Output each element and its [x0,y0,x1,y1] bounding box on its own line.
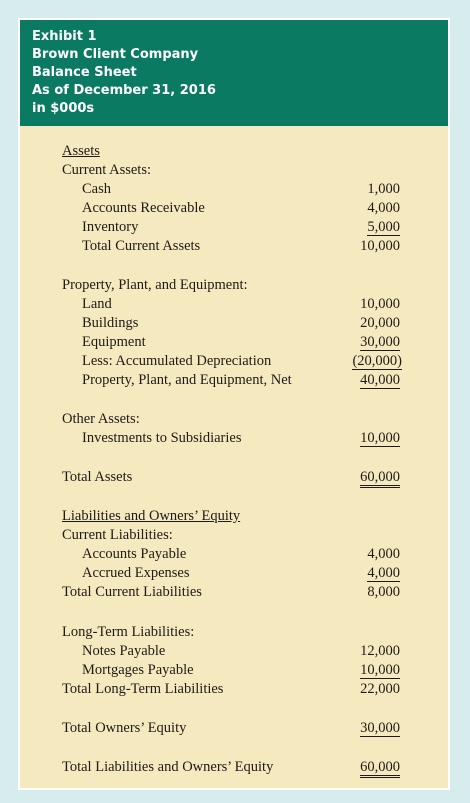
total-assets-row [20,468,448,487]
exhibit-panel [18,18,450,790]
total-current-liabilities-label: Total Current Liabilities [62,584,202,600]
equipment-value: 30,000 [360,334,400,350]
assets-heading-row [20,142,448,161]
owners-equity-value: 30,000 [360,720,400,736]
accounts-payable-value: 4,000 [367,546,400,562]
inventory-row [20,218,448,237]
exhibit-number: Exhibit 1 [32,29,97,44]
buildings-row [20,314,448,333]
current-assets-heading-row [20,161,448,180]
equipment-row [20,333,448,352]
land-value: 10,000 [360,296,400,312]
ppe-net-value: 40,000 [360,372,400,388]
ppe-net-label: Property, Plant, and Equipment, Net [82,372,292,388]
total-longterm-liabilities-label: Total Long-Term Liabilities [62,681,224,697]
other-assets-heading: Other Assets: [62,411,140,427]
liabilities-heading: Liabilities and Owners’ Equity [62,508,241,524]
owners-equity-row [20,719,448,738]
accounts-receivable-value: 4,000 [367,200,400,216]
total-current-assets-row [20,237,448,256]
accounts-receivable-label: Accounts Receivable [82,200,205,216]
investments-label: Investments to Subsidiaries [82,430,242,446]
accounts-payable-row [20,545,448,564]
buildings-value: 20,000 [360,315,400,331]
total-liabilities-equity-row [20,758,448,777]
investments-row [20,429,448,448]
assets-heading: Assets [62,143,100,159]
depreciation-row [20,352,448,371]
investments-value: 10,000 [360,430,400,446]
notes-payable-row [20,642,448,661]
total-current-assets-label: Total Current Assets [82,238,201,254]
company-name: Brown Client Company [32,47,199,62]
owners-equity-label: Total Owners’ Equity [62,720,187,736]
statement-title: Balance Sheet [32,65,137,80]
inventory-value: 5,000 [367,219,400,235]
ppe-heading-row [20,276,448,295]
ppe-heading: Property, Plant, and Equipment: [62,277,248,293]
notes-payable-value: 12,000 [360,643,400,659]
cash-row [20,180,448,199]
cash-value: 1,000 [367,181,400,197]
buildings-label: Buildings [82,315,139,331]
total-current-liabilities-value: 8,000 [367,584,400,600]
total-assets-value: 60,000 [360,469,400,488]
other-assets-heading-row [20,410,448,429]
current-liabilities-heading: Current Liabilities: [62,527,173,543]
land-row [20,295,448,314]
current-liabilities-heading-row [20,526,448,545]
statement-units: in $000s [32,101,95,116]
total-liabilities-equity-value: 60,000 [360,759,400,778]
depreciation-label: Less: Accumulated Depreciation [82,353,272,369]
accrued-expenses-value: 4,000 [367,565,400,581]
accounts-receivable-row [20,199,448,218]
total-current-liabilities-row [20,583,448,602]
mortgages-payable-row [20,661,448,680]
longterm-liabilities-heading: Long-Term Liabilities: [62,624,195,640]
depreciation-value: (20,000) [352,353,402,369]
ppe-net-row [20,371,448,390]
total-assets-label: Total Assets [62,469,133,485]
longterm-heading-row [20,623,448,642]
accrued-expenses-label: Accrued Expenses [82,565,190,581]
exhibit-header [20,20,448,126]
current-assets-heading: Current Assets: [62,162,152,178]
accrued-expenses-row [20,564,448,583]
total-current-assets-value: 10,000 [360,238,400,254]
cash-label: Cash [82,181,111,197]
liabilities-heading-row [20,507,448,526]
equipment-label: Equipment [82,334,146,350]
statement-date: As of December 31, 2016 [32,83,216,98]
total-longterm-row [20,680,448,699]
mortgages-payable-label: Mortgages Payable [82,662,194,678]
total-longterm-liabilities-value: 22,000 [360,681,400,697]
notes-payable-label: Notes Payable [82,643,166,659]
mortgages-payable-value: 10,000 [360,662,400,678]
inventory-label: Inventory [82,219,139,235]
accounts-payable-label: Accounts Payable [82,546,187,562]
total-liabilities-equity-label: Total Liabilities and Owners’ Equity [62,759,274,775]
land-label: Land [82,296,112,312]
